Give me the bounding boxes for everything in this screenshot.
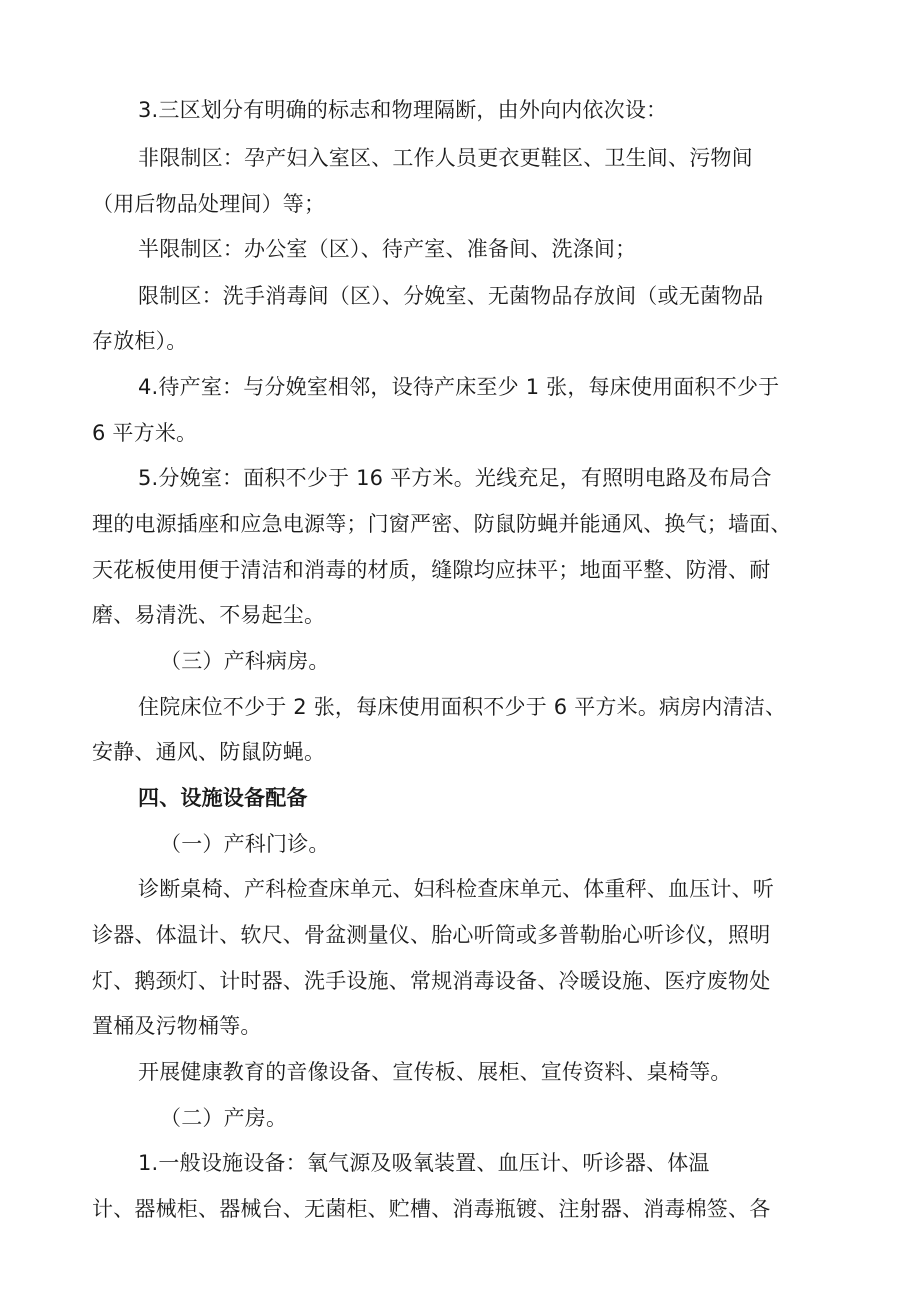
para-restricted-zone: 限制区：洗手消毒间（区）、分娩室、无菌物品存放间（或无菌物品 xyxy=(138,284,764,308)
para-delivery-room-cont-1: 理的电源插座和应急电源等；门窗严密、防鼠防蝇并能通风、换气；墙面、 xyxy=(92,512,792,536)
para-general-equipment-cont: 计、器械柜、器械台、无菌柜、贮槽、消毒瓶镀、注射器、消毒棉签、各 xyxy=(92,1197,771,1221)
para-restricted-zone-cont: 存放柜）。 xyxy=(92,329,188,353)
para-delivery-room-cont-3: 磨、易清洗、不易起尘。 xyxy=(92,603,326,627)
para-unrestricted-zone-cont: （用后物品处理间）等； xyxy=(92,192,326,216)
para-clinic-equipment-cont-1: 诊器、体温计、软尺、骨盆测量仪、胎心听筒或多普勒胎心听诊仪，照明 xyxy=(92,923,771,947)
para-delivery-room-cont-2: 天花板使用便于清洁和消毒的材质，缝隙均应抹平；地面平整、防滑、耐 xyxy=(92,558,771,582)
para-clinic-equipment: 诊断桌椅、产科检查床单元、妇科检查床单元、体重秤、血压计、听 xyxy=(138,877,774,901)
para-delivery-room: 5.分娩室：面积不少于 16 平方米。光线充足，有照明电路及布局合 xyxy=(138,466,772,490)
para-ward-beds: 住院床位不少于 2 张，每床使用面积不少于 6 平方米。病房内清洁、 xyxy=(138,695,787,719)
para-clinic-equipment-cont-3: 置桶及污物桶等。 xyxy=(92,1014,262,1038)
para-general-equipment: 1.一般设施设备：氧气源及吸氧装置、血压计、听诊器、体温 xyxy=(138,1151,710,1175)
para-labor-room-cont: 6 平方米。 xyxy=(92,421,198,445)
subheading-obstetric-clinic: （一）产科门诊。 xyxy=(160,832,330,856)
subheading-obstetric-ward: （三）产科病房。 xyxy=(160,649,330,673)
para-labor-room: 4.待产室：与分娩室相邻，设待产床至少 1 张，每床使用面积不少于 xyxy=(138,375,780,399)
section-heading-equipment: 四、设施设备配备 xyxy=(138,786,308,810)
para-ward-beds-cont: 安静、通风、防鼠防蝇。 xyxy=(92,740,326,764)
para-unrestricted-zone: 非限制区：孕产妇入室区、工作人员更衣更鞋区、卫生间、污物间 xyxy=(138,146,753,170)
para-semi-restricted-zone: 半限制区：办公室（区）、待产室、准备间、洗涤间； xyxy=(138,237,637,261)
para-health-education: 开展健康教育的音像设备、宣传板、展柜、宣传资料、桌椅等。 xyxy=(138,1060,732,1084)
para-zone-division: 3.三区划分有明确的标志和物理隔断，由外向内依次设： xyxy=(138,98,668,122)
subheading-delivery-room: （二）产房。 xyxy=(160,1106,288,1130)
para-clinic-equipment-cont-2: 灯、鹅颈灯、计时器、洗手设施、常规消毒设备、冷暖设施、医疗废物处 xyxy=(92,969,771,993)
